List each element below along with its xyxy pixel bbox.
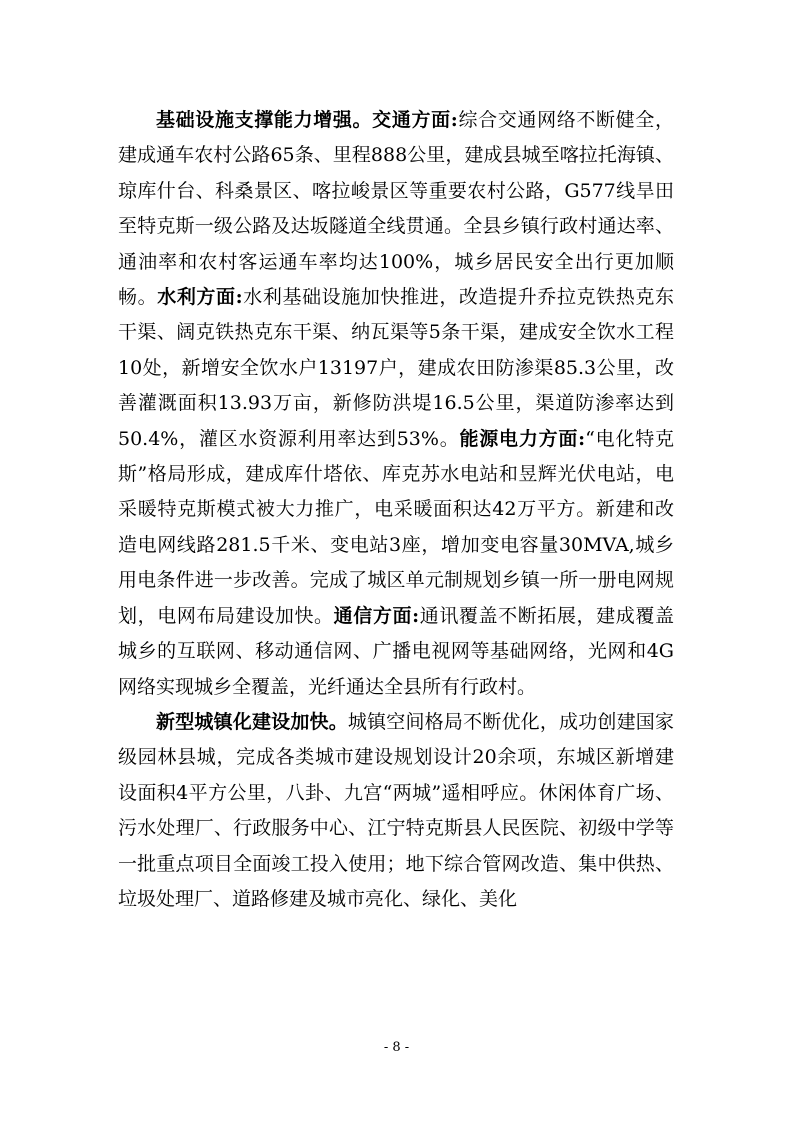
heading-communications: 通信方面: <box>333 604 420 627</box>
text-urbanization: 城镇空间格局不断优化，成功创建国家级园林县城，完成各类城市建设规划设计20余项，东城区新增建设面积4平方公里，八卦、九宫“两城”遥相呼应。休闲体育广场、污水处理厂、行政服务中心、江宁特克斯县人民医院、初级中学等一批重点项目全面竣工投入使用；地下综合管网改造、集中供热、垃圾处理厂、道路修建及城市亮化、绿化、美化 <box>118 710 674 910</box>
text-transport: 综合交通网络不断健全，建成通车农村公路65条、里程888公里，建成县城至喀拉托海镇、琼库什台、科桑景区、喀拉峻景区等重要农村公路，G577线旱田至特克斯一级公路及达坂隧道全线贯通。全县乡镇行政村通达率、通油率和农村客运通车率均达100%，城乡居民安全出行更加顺畅。 <box>118 109 674 309</box>
heading-water: 水利方面: <box>157 286 243 309</box>
paragraph-infrastructure <box>118 103 674 705</box>
heading-energy: 能源电力方面: <box>459 427 586 450</box>
body-text <box>118 103 674 917</box>
text-communications: 通讯覆盖不断拓展，建成覆盖城乡的互联网、移动通信网、广播电视网等基础网络，光网和4G网络实现城乡全覆盖，光纤通达全县所有行政村。 <box>118 604 674 698</box>
text-water: 水利基础设施加快推进，改造提升乔拉克铁热克东干渠、阔克铁热克东干渠、纳瓦渠等5条干渠，建成安全饮水工程10处，新增安全饮水户13197户，建成农田防渗渠85.3公里，改善灌溉面积13.93万亩，新修防洪堤16.5公里，渠道防渗率达到50.4%，灌区水资源利用率达到53%。 <box>118 286 674 450</box>
heading-urbanization: 新型城镇化建设加快。 <box>156 710 348 733</box>
page-number: - 8 - <box>383 1040 410 1055</box>
paragraph-urbanization <box>118 705 674 917</box>
text-energy: “电化特克斯”格局形成，建成库什塔依、库克苏水电站和昱辉光伏电站，电采暖特克斯模式被大力推广，电采暖面积达42万平方。新建和改造电网线路281.5千米、变电站3座，增加变电容量30MVA,城乡用电条件进一步改善。完成了城区单元制规划乡镇一所一册电网规划，电网布局建设加快。 <box>118 427 674 627</box>
heading-infrastructure: 基础设施支撑能力增强。交通方面: <box>156 109 458 131</box>
